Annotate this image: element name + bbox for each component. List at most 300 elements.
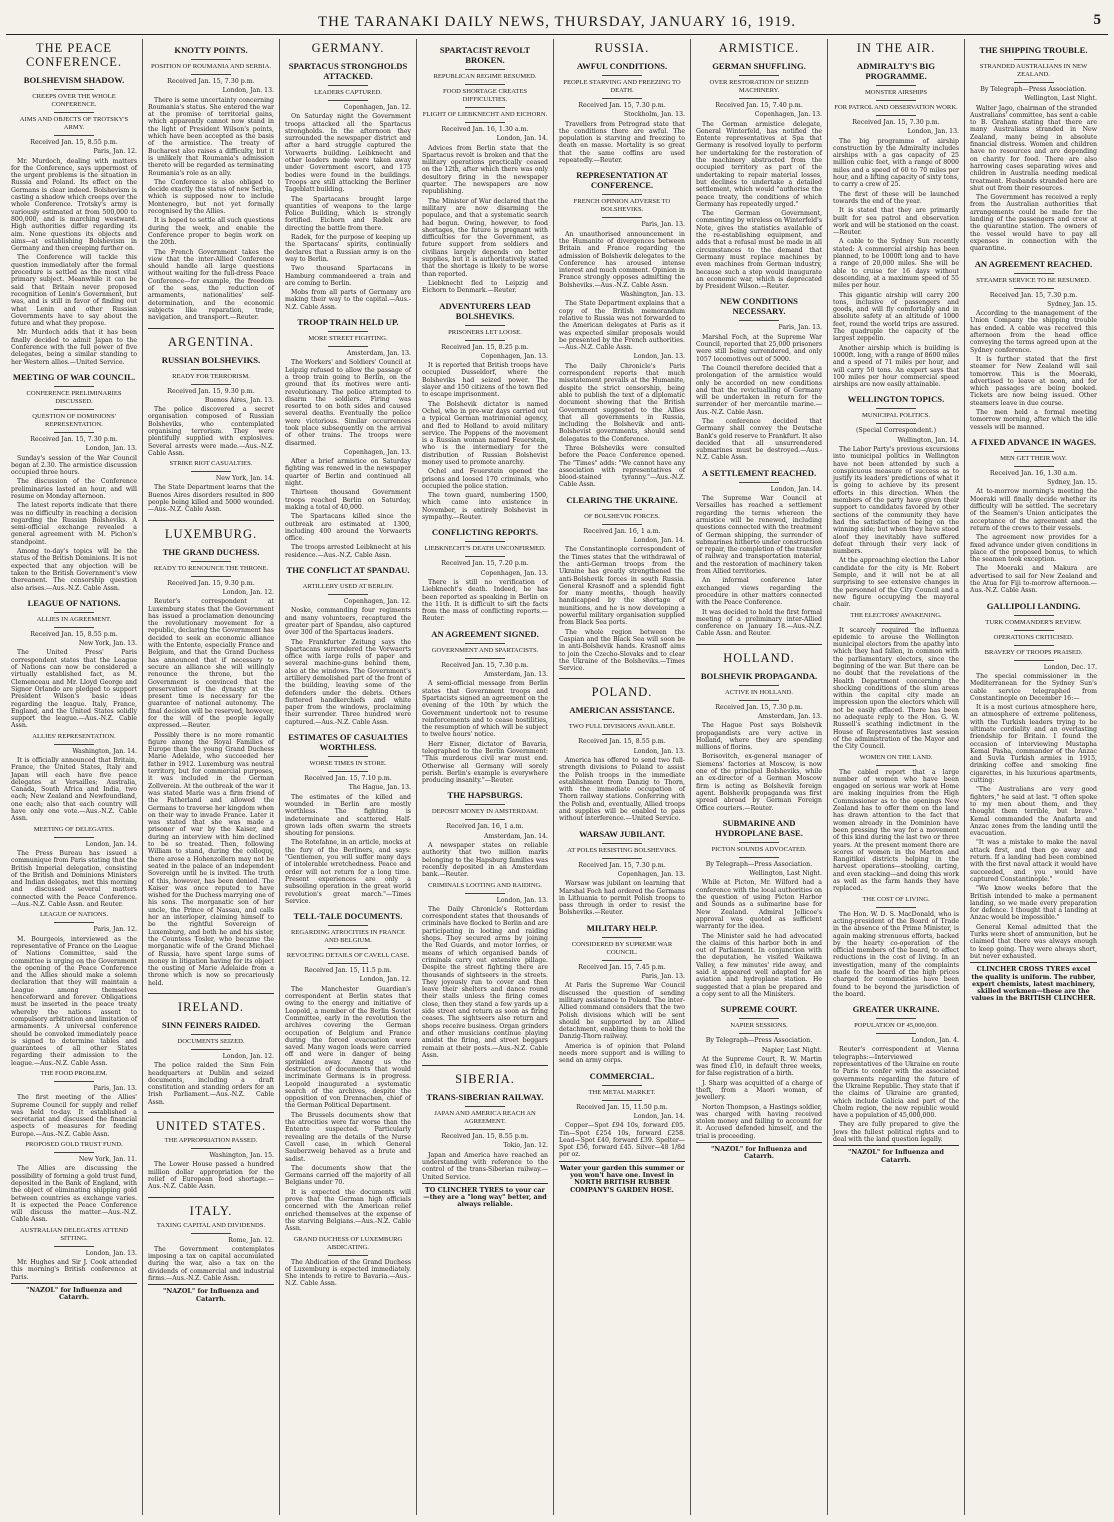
paragraph: Mr. Murdoch, dealing with matters for the Conference, says uppermost of the urgent problems is the situation in Russia and Poland. Its effect on the Germans is clear indeed. Bolshevism is casting a shadow which creeps over the whole Conference. Trotsky's army is variously estimated at from 500,000 to 800,000, and is marching westward. High authorities differ regarding its aim. None questions its objects and aims—at establishing Bolshevism in Germany and then creeping further on. bbox=[11, 157, 137, 253]
paragraph: Mr. Hughes and Sir J. Cook attended this morning's British conference at Paris. bbox=[11, 1259, 137, 1281]
dateline: London, Jan. 14. bbox=[633, 537, 685, 545]
deck: STRIKE RIOT CASUALTIES. bbox=[169, 460, 253, 468]
received-line: Received Jan. 15, 7.30 p.m. bbox=[578, 861, 666, 869]
rule bbox=[465, 804, 505, 805]
dateline: Copenhagen, Jan. 12. bbox=[343, 104, 411, 111]
headline: HOLLAND. bbox=[723, 650, 795, 665]
rule bbox=[54, 837, 94, 838]
deck: READY FOR TERRORISM. bbox=[172, 372, 250, 380]
subheadline: AMERICAN ASSISTANCE. bbox=[569, 705, 675, 716]
dateline: Paris, Jan. 13. bbox=[93, 1084, 137, 1092]
deck: DEPOSIT MONEY IN AMSTERDAM. bbox=[431, 808, 539, 816]
dateline: London, Dec. 17. bbox=[1043, 663, 1097, 671]
received-line: (Special Correspondent.) bbox=[855, 427, 937, 435]
deck: QUESTION OF DOMINIONS' REPRESENTATION. bbox=[32, 412, 116, 428]
rule bbox=[465, 819, 505, 820]
rule bbox=[465, 658, 505, 659]
paragraph: Liebknecht fled to Leipzig and Eichorn to Denmark.—Reuter. bbox=[422, 279, 548, 295]
rule bbox=[465, 325, 505, 326]
rule bbox=[1014, 82, 1054, 83]
deck: FOOD SHORTAGE CREATES DIFFICULTIES. bbox=[442, 88, 528, 103]
rule bbox=[1014, 273, 1054, 274]
dateline: Copenhagen, Jan. 13. bbox=[480, 352, 548, 360]
deck: POSITION OF ROUMANIA AND SERBIA. bbox=[151, 63, 271, 70]
paragraph: It is stated that they are primarily built for sea patrol and observation work and will be stationed on the coast.—Reuter. bbox=[833, 207, 959, 237]
paragraph: On Saturday night the Government troops attacked all the Spartacus strongholds. In the afternoon they surrounded the newspaper district and after a hard struggle captured the Vorwaerts building. Leibknecht and other leaders made were taken away under Government escort, and 175 bodies were found in the buildings. Troops are still attacking the Berliner Tageblatt building. bbox=[285, 113, 411, 194]
rule bbox=[876, 907, 916, 908]
paragraph: The Government contemplates imposing a tax on capital accumulated during the war, also a tax on the dividends of commercial and industrial firms.—Aus.-N.Z. Cable Assn. bbox=[148, 1245, 274, 1283]
subheadline: TROOP TRAIN HELD UP. bbox=[297, 317, 399, 328]
rule bbox=[739, 1018, 779, 1019]
rule bbox=[739, 98, 779, 99]
paragraph: The documents show that the Germans carried off the majority of all Belgians under 70. bbox=[285, 1164, 411, 1187]
received-line: Received Jan. 15, 7.45 p.m. bbox=[578, 963, 666, 971]
paragraph: The big programme of airship construction by the Admiralty includes airships with a gas capacity of 25 million cubic feet, with a range of 8000 miles and a speed of 60 to 70 miles per hour, and a lifting capacity of sixty tons, to carry a crew of 25. bbox=[833, 137, 959, 189]
received-line: Received Jan. 16, 1 a.m. bbox=[583, 527, 661, 535]
paragraph: The State Department learns that the Buenos Aires disorders resulted in 800 people being killed and 5000 wounded.—Aus.-N.Z. Cable Assn. bbox=[148, 484, 274, 514]
paragraph: Advices from Berlin state that the Spartacus revolt is broken and that the military operations practically ceased on the 12th, after which there was only desultory firing in the newspaper quarter. The newspapers are now republishing. bbox=[422, 144, 548, 196]
rule bbox=[328, 756, 368, 757]
rule bbox=[739, 842, 779, 843]
rule bbox=[465, 893, 505, 894]
paragraph: The French Government takes the view that the inter-Allied Conference should handle all large questions without waiting for the full-dress Peace Conference—for example, the freedom of the seas, the reduction of armaments, nationalities' self-determination, and the economic subjects like reparation, trade, navigation, and transport.—Reuter. bbox=[148, 248, 274, 322]
received-line: Received Jan. 15, 9.30 p.m. bbox=[167, 387, 255, 395]
paragraph: The Council therefore decided that a prolongation of the armistice would only be accorded on new conditions and that the revictualling of Germany will be undertaken in return for the surrender of her mercantile marine.—Aus.-N.Z. Cable Assn. bbox=[696, 364, 822, 416]
deck: AUSTRALIAN DELEGATES ATTEND SITTING. bbox=[19, 1226, 129, 1242]
subheadline: AN AGREEMENT SIGNED. bbox=[431, 628, 539, 639]
rule bbox=[1014, 466, 1054, 467]
paragraph: While at Picton, Mr. Wilford had a conference with the local authorities on the question of using Picton Harbor and Sounds as a submarine base for New Zealand. Admiral Jellicoe's approval was quoted as sufficient warranty for the idea. bbox=[696, 879, 822, 931]
received-line: Received Jan. 15, 11.50 p.m. bbox=[576, 1103, 668, 1111]
deck: WOMEN ON THE LAND. bbox=[859, 753, 933, 761]
deck: FLIGHT OF LIEBKNECHT AND EICHORN. bbox=[422, 111, 548, 118]
rule bbox=[602, 1085, 642, 1086]
dateline: London, Jan. 12. bbox=[359, 976, 411, 984]
paragraph: Copper—Spot £94 10s, forward £95. Tin—Spot £254 10s, forward £258. Lead—Spot £40, forward £39. Spelter—Spot £56, forward £45. Silver—48 1/8d per oz. bbox=[559, 1122, 685, 1159]
advert-line: "NAZOL" for Influenza and Catarrh. bbox=[11, 1283, 137, 1302]
paragraph: The Hague Post says Bolshevik propagandists are very active in Holland, where they are spending millions of florins. bbox=[696, 722, 822, 752]
paragraph: Marshal Foch, at the Supreme War Council, reported that 25,000 prisoners were still being surrendered, and only 1057 locomotives out of 5000. bbox=[696, 333, 822, 363]
received-line: By Telegraph—Press Association. bbox=[705, 860, 813, 868]
received-line: Received Jan. 15, 7.30 p.m. bbox=[578, 102, 666, 109]
rule bbox=[1014, 630, 1054, 631]
deck: OVER RESTORATION OF SEIZED MACHINERY. bbox=[709, 79, 809, 94]
dateline: London, Jan. 13. bbox=[633, 353, 685, 361]
subheadline: CONFLICTING REPORTS. bbox=[431, 527, 539, 538]
rule bbox=[54, 89, 94, 90]
headline: THE PEACE CONFERENCE. bbox=[25, 41, 123, 69]
dateline: Paris, Jan. 13. bbox=[778, 324, 822, 332]
deck: PROPOSED GOLD TRUST FUND. bbox=[25, 1141, 123, 1149]
paragraph: According to the management of the Union Company the shipping trouble has ended. A cable was received this afternoon from the head office conveying the terms agreed upon at the Sydney conference. bbox=[970, 310, 1097, 354]
deck: CONFERENCE PRELIMINARIES DISCUSSED. bbox=[26, 389, 122, 405]
column-7 bbox=[828, 39, 965, 1515]
paragraph: The Spartacans killed since the outbreak are estimated at 1300, including 400 around the Vorwaerts office. bbox=[285, 513, 411, 543]
rule bbox=[328, 100, 368, 101]
rule bbox=[54, 432, 94, 433]
paragraph: The police raided the Sinn Fein headquarters at Dublin and seized documents, including a draft constitution and standing orders for an Irish Parliament.—Aus.-N.Z. Cable Assn. bbox=[148, 1062, 274, 1106]
deck: REGARDING ATROCITIES IN FRANCE AND BELGIUM. bbox=[290, 929, 406, 945]
subheadline: THE HAPSBURGS. bbox=[447, 790, 523, 801]
paragraph: The United Press' Paris correspondent states that the League of Nations can now be considered a virtually established fact, as M. Clemenceau and Mr. Lloyd George and Signor Orlando are pledged to support President Wilson's basic ideas regarding the league. Italy, France, England, and the United States solidly support the league.—Aus.-N.Z. Cable Assn. bbox=[11, 649, 137, 730]
headline: ARMISTICE. bbox=[718, 41, 800, 55]
subheadline: A SETTLEMENT REACHED. bbox=[701, 467, 817, 478]
subheadline: BOLSHEVISM SHADOW. bbox=[23, 75, 125, 85]
dateline: The Hague, Jan. 13. bbox=[348, 784, 411, 792]
paragraph: At to-morrow morning's meeting the Moeraki will finally decide whether its difficulty will be settled. The secretary of the Seamen's Union anticipates the acceptance of the agreement and the return of the crews to their vessels. bbox=[970, 488, 1097, 532]
deck: PRISONERS LET LOOSE. bbox=[448, 328, 522, 336]
advert-line: Water your garden this summer or you won't have one. Invest in NORTH BRITISH RUBBER COMPANY'S GARDEN HOSE. bbox=[559, 1161, 685, 1194]
received-line: Received Jan. 15, 8.55 p.m. bbox=[30, 630, 118, 638]
paragraph: An informal conference later exchanged views regarding the procedure in other matters connected with the Peace Conference. bbox=[696, 577, 822, 607]
rule bbox=[328, 594, 368, 595]
subheadline: AN AGREEMENT REACHED. bbox=[974, 258, 1093, 269]
rule bbox=[602, 217, 642, 218]
rule bbox=[191, 74, 231, 75]
paragraph: A cable to the Sydney Sun recently stated: A commercial airship has been planned, to be 1000ft long and to have a range of 20,000 miles. She will be able to cruise for 16 days without descending, at a maximum speed of 55 miles per hour. bbox=[833, 238, 959, 290]
paragraph: It scarcely required the influenza epidemic to arouse the Wellington municipal electors from the apathy into which they had fallen, in common with the parliamentary electors, since the beginning of the war. But there can be no doubt that the revelations of the Health Department concerning the shocking conditions of the slum areas within the capital city made an impression upon the electors which will not be easily effaced. There has been no adequate reply to the Hon. G. W. Russell's scathing indictment in the House of Representatives last session of the administration of the Mayor and the City Council. bbox=[833, 626, 959, 751]
dateline: Tokio, Jan. 12. bbox=[503, 1142, 548, 1150]
deck: STEAMER SERVICE TO BE RESUMED. bbox=[976, 276, 1091, 284]
deck: LEADERS CAPTURED. bbox=[314, 89, 382, 96]
advert-line: "NAZOL" for Influenza and Catarrh. bbox=[148, 1284, 274, 1303]
deck: GOVERNMENT AND SPARTACISTS. bbox=[431, 646, 539, 654]
paragraph: The Press Bureau has issued a communique from Paris stating that the British Imperial delegation, consisting of the British and Dominions Ministers and Indian delegates, met this morning and discussed several matters connected with the Peace Conference.—Aus.-N.Z. Cable Assn. and Reuter. bbox=[11, 849, 137, 909]
dateline: Copenhagen, Jan. 13. bbox=[480, 569, 548, 577]
dateline: Copenhagen, Jan. 13. bbox=[343, 448, 411, 456]
subheadline: WARSAW JUBILANT. bbox=[579, 828, 665, 839]
rule bbox=[1014, 645, 1054, 646]
deck: CREEPS OVER THE WHOLE CONFERENCE. bbox=[32, 93, 116, 108]
deck: THE METAL MARKET. bbox=[588, 1088, 656, 1096]
advert-line: "NAZOL" for Influenza and Catarrh. bbox=[833, 1145, 959, 1164]
paragraph: Three Bolsheviks were consulted before the Peace Conference opened. The "Times" adds: "We cannot have any association with representatives of blood-stained tyranny."—Aus.-N.Z. Cable Assn. bbox=[559, 444, 685, 489]
paragraph: Ochel and Feuerstein opened the prisons and loosed 170 criminals, who occupied the police station. bbox=[422, 468, 548, 490]
subheadline: GALLIPOLI LANDING. bbox=[986, 600, 1081, 611]
paragraph: It was decided to hold the first formal meeting of a preliminary inter-Allied conference on January 18.—Aus.-N.Z. Cable Assn. and Reuter. bbox=[696, 608, 822, 638]
deck: ALLIES' REPRESENTATION. bbox=[32, 732, 116, 740]
rule bbox=[876, 765, 916, 766]
subheadline: RUSSIAN BOLSHEVIKS. bbox=[161, 354, 261, 365]
dateline: Paris, Jan. 13. bbox=[641, 221, 685, 229]
dateline: Napier, Last Night. bbox=[761, 1046, 822, 1054]
rule bbox=[54, 1246, 94, 1247]
paragraph: It is hoped to settle all such questions during the week, and enable the Conference proper to begin work on the 20th. bbox=[148, 217, 274, 247]
rule bbox=[328, 85, 368, 86]
paragraph: Travellers from Petrograd state that the conditions there are awful. The population is starving and freezing to death en masse. Mortality is so great that the same coffins are used repeatedly.—Reuter. bbox=[559, 120, 685, 165]
rule bbox=[465, 107, 505, 108]
paragraph: The Conference will tackle this question immediately after the formal procedure is settled as the most vital primary subject. Meanwhile it can be said that Britain never proposed recognition of Lenin's Government, but was, and is still in favor of finding out what Lenin and other Russian Governments have to say about the future and what they propose. bbox=[11, 254, 137, 328]
rule bbox=[54, 386, 94, 387]
rule bbox=[54, 1081, 94, 1082]
deck: STRANDED AUSTRALIANS IN NEW ZEALAND. bbox=[979, 63, 1088, 78]
rule bbox=[1014, 59, 1054, 60]
paragraph: "The Australians are very good fighters," he said at last. "I often spoke to my men about them, and they thought them terrible, but brave." Kemal commanded the Anafarta and Anzac zones from the landing until the evacuation. bbox=[970, 786, 1097, 838]
deck: MUNICIPAL POLITICS. bbox=[861, 412, 931, 420]
paragraph: At the approaching election the Labor candidate for the city is Mr. Robert Semple, and it will not be at all surprising to see extensive changes in the personnel of the City Council and a new figure occupying the mayoral chair. bbox=[833, 557, 959, 609]
received-line: Received Jan. 16, 1.30 a.m. bbox=[441, 126, 529, 133]
dateline: Washington, Jan. 15. bbox=[209, 1152, 274, 1160]
subheadline: ADVENTURERS LEAD BOLSHEVIKS. bbox=[439, 300, 531, 321]
rule bbox=[876, 100, 916, 101]
rule bbox=[876, 623, 916, 624]
headline: IN THE AIR. bbox=[856, 41, 936, 55]
paragraph: The German Government, commenting by wireless on Winterfeld's Note, gives the statistics available of the re-establishing equipment, and adds that a refusal must be made in all circumstances to the demand that Germany must replace machines by even machines from German industry, because such a step would inaugurate an economic war, which is deprecated by President Wilson.—Reuter. bbox=[696, 210, 822, 291]
paragraph: At the Supreme Court, R. W. Martin was fined £10, in default three weeks, for false registration of a birth. bbox=[696, 1055, 822, 1078]
paragraph: Mr. Murdoch adds that it has been finally decided to admit Japan to the Conference with the full power of five delegates, being a similar standing to her Western allies.—United Service. bbox=[11, 329, 137, 366]
subheadline: TELL-TALE DOCUMENTS. bbox=[293, 911, 403, 922]
deck: THE ELECTORS' AWAKENING. bbox=[850, 611, 942, 619]
advert-line: "NAZOL" for Influenza and Catarrh. bbox=[696, 1142, 822, 1161]
rule bbox=[602, 734, 642, 735]
deck: BRAVERY OF TROOPS PRAISED. bbox=[984, 648, 1083, 656]
deck: WORSE TIMES IN STORE. bbox=[309, 760, 387, 768]
headline: ARGENTINA. bbox=[167, 334, 255, 349]
dateline: Copenhagen, Jan. 13. bbox=[617, 870, 685, 878]
paragraph: The Supreme War Council at Versailles has reached a settlement regarding the terms whereon the armistice will be renewed, including questions connected with the treatment of German shipping, the surrender of submarines hitherto under construction or repair, the completion of the transfer of railway and transportation material, and the restoration of machinery taken from Allied territories. bbox=[696, 495, 822, 576]
rule bbox=[328, 925, 368, 926]
columns-container bbox=[6, 39, 1108, 1515]
dateline: Amsterdam, Jan. 13. bbox=[484, 671, 548, 679]
paragraph: This gigantic airship will carry 200 tons, inclusive of passengers and goods, and will fly comfortably and in absolute safety at an altitude of 1000 feet, round the world trips are assured. The quadruple the capacity of the largest zeppelin. bbox=[833, 291, 959, 343]
section-divider bbox=[148, 520, 274, 521]
deck: REPUBLICAN REGIME RESUMED. bbox=[433, 73, 537, 80]
paragraph: "It was a mistake to make the naval attack first, and then go away and return. If a landing had been combined with the first naval attack it would have succeeded, and you would have captured Constantinople." bbox=[970, 839, 1097, 883]
rule bbox=[876, 115, 916, 116]
dateline: Copenhagen, Jan. 12. bbox=[343, 598, 411, 606]
paragraph: The estimates of the killed and wounded in Berlin are mostly worthless. The fighting is indeterminate and scattered. Half-grown lads often swarm the streets shouting for pensions. bbox=[285, 793, 411, 838]
paragraph: The Workers' and Soldiers' Council at Leipzig refused to allow the passage of a troop train going to Berlin, on the ground that its motives were anti-revolutionary. The police attempted to disarm the soldiers. Firing was resorted to on both sides and caused several deaths. Eventually the police were victorious. Similar occurrences took place subsequently on the arrival of other trains. The troops were disarmed. bbox=[285, 359, 411, 447]
advert-line: CLINCHER CROSS TYRES excel the quality is uniform. The rubber, expert chemists, latest machinery, skilled workmen—these are the values in the BRITISH CLINCHER. bbox=[970, 962, 1097, 1002]
deck: OF BOLSHEVIK FORCES. bbox=[584, 512, 660, 520]
deck: NAPIER SESSIONS. bbox=[730, 1022, 788, 1030]
paragraph: The Bolshevik dictator is named Ochel, who in pre-war days carried out a typical German matrimonial agency, and fled to Holland to avoid military service. The Poppens of the movement is a Russian woman named Feuerstein, who is the intermediary for the distribution of Russian Bolshevist money used to promote anarchy. bbox=[422, 400, 548, 466]
paragraph: The German armistice delegate, General Winterfeld, has notified the Entente representatives at Spa that Germany is resolved loyally to perform her undertaking for the restoration of the machinery abstracted from the occupied territory as part of the undertaking to repair material losses, but declines to undertake a detailed settlement, which would "authorise the peace treaty, the conditions of which Germany has repeatedly urged." bbox=[696, 120, 822, 208]
paragraph: The Conference is also obliged to decide exactly the status of new Serbia, which is supposed now to include Montenegro, but not yet formally recognised by the Allies. bbox=[148, 178, 274, 216]
section-divider bbox=[422, 1065, 548, 1066]
deck: ACTIVE IN HOLLAND. bbox=[725, 688, 793, 696]
paragraph: The Labor Party's previous excursions into municipal politics in Wellington have not been attended by such a conspicuous measure of success as to justify its leaders' predictions of what it is going to achieve by its present efforts in this direction. When the members of the party have given their support to candidates favored by other sections of the community they have had the satisfaction of being on the winning side; but when they have stood aloof they inevitably have suffered defeat through their very lack of numbers. bbox=[833, 445, 960, 556]
paragraph: The Moeraki and Makura are advertised to sail for New Zealand and the Atua for Fiji to-morrow afternoon.—Aus.-N.Z. Cable Assn. bbox=[970, 565, 1097, 595]
subheadline: GERMAN SHUFFLING. bbox=[712, 61, 806, 71]
paragraph: General Kemal admitted that the Turks were short of ammunition, but he claimed that there was always enough to keep going. They were always short, but never exhausted. bbox=[970, 923, 1097, 960]
rule bbox=[191, 561, 231, 562]
rule bbox=[191, 576, 231, 577]
rule bbox=[739, 857, 779, 858]
subheadline: THE SHIPPING TROUBLE. bbox=[979, 45, 1088, 55]
dateline: Wellington, Last Night. bbox=[749, 870, 822, 878]
rule bbox=[876, 423, 916, 424]
deck: POPULATION OF 45,000,000. bbox=[854, 1022, 938, 1030]
paragraph: The Constantinople correspondent of the Times states that the withdrawal of the anti-German troops from the Ukraine has greatly strengthened the anti-Bolshevik forces in south Russia. General Krasnoff and a splendid fight for many months, though heavily handicapped by the shortage of munitions, and he is now developing a powerful military organisation supplied from Black Sea ports. bbox=[559, 546, 685, 627]
paragraph: They are fully prepared to give the Jews the fullest political rights and to deal with the land question legally. bbox=[833, 1121, 959, 1144]
deck: AIMS AND OBJECTS OF TROTSKY'S ARMY. bbox=[19, 116, 129, 131]
paragraph: Japan and America have reached an understanding with reference to the control of the trans-Siberian railway.—United Service. bbox=[422, 1151, 548, 1181]
paragraph: Among to-day's topics will be the status of the British Dominions. It is not expected that any objection will be taken to the British Government's view thereanent. The censorship question also arises.—Aus.-N.Z. Cable Assn. bbox=[11, 548, 137, 592]
paragraph: The Abdication of the Grand Duchess of Luxemburg is expected immediately. She intends to retire to Bavaria.—Aus.-N.Z. Cable Assn. bbox=[285, 1258, 411, 1288]
deck: THE FOOD PROBLEM. bbox=[40, 1069, 108, 1077]
dateline: London, Jan. 14. bbox=[770, 485, 822, 493]
dateline: New York, Jan. 14. bbox=[215, 475, 274, 483]
received-line: Received Jan. 15, 7.10 p.m. bbox=[304, 775, 392, 783]
rule bbox=[602, 858, 642, 859]
subheadline: COMMERCIAL. bbox=[589, 1070, 655, 1081]
deck: PEOPLE STARVING AND FREEZING TO DEATH. bbox=[563, 79, 681, 94]
paragraph: The Minister said he had advocated the claims of this harbor both in and out of Parliament. In conjunction with the deputation, he visited Waikawa Valley, a few minutes' ride away, and said it appeared well adapted for an aviation and hydroplane station. He suggested that a plan be prepared and a copy sent to all the Ministers. bbox=[696, 932, 822, 998]
subheadline: SPARTACUS STRONGHOLDS ATTACKED. bbox=[288, 61, 408, 81]
paragraph: Warsaw was jubilant on learning that Marshal Foch had ordered the Germans in Lithuania to permit Polish troops to pass through in order to resist the Bolsheviks.—Reuter. bbox=[559, 880, 685, 917]
paragraph: The Hon. W. D. S. MacDonald, who is acting-president of the Board of Trade in the absence of the Prime Minister, is again making strenuous efforts, backed by the hearty co-operation of the official members of the board, to effect reductions in the cost of living. In an investigation, many of the complaints made to the board of the high prices charged for commodities have been found to be beyond the jurisdiction of the board. bbox=[833, 910, 959, 998]
paragraph: Noske, commanding four regiments and many volunteers, recaptured the greater part of Spandau, also captured over 300 of the Spartacus leaders. bbox=[285, 607, 411, 637]
subheadline: BOLSHEVIK PROPAGANDA. bbox=[700, 670, 818, 681]
dateline: London, Jan. 13. bbox=[633, 747, 685, 755]
deck: MONSTER AIRSHIPS bbox=[864, 89, 928, 96]
section-divider bbox=[148, 1112, 274, 1113]
rule bbox=[191, 1034, 231, 1035]
paragraph: The latest reports indicate that there was no difficulty in reaching a decision regarding the Russian Bolsheviks. A semi-official exchange revealed a general agreement with M. Pichon's standpoint. bbox=[11, 502, 137, 546]
paragraph: The Rotefahne, in an article, mocks at the fury of the Berliners, and says: "Gentlemen, you will suffer many days of intolerable wretchedness. Peace and order will not return for a long time. Present experiences are only a subsoiling operation in the great world revolution's great march."—Times Service. bbox=[285, 839, 411, 905]
rule bbox=[54, 135, 94, 136]
dateline: London, Jan. 13. bbox=[222, 87, 274, 95]
received-line: Received Jan. 15, 7.30 p.m. bbox=[852, 119, 940, 126]
subheadline: SUBMARINE AND HYDROPLANE BASE. bbox=[715, 817, 803, 838]
deck: PICTON SOUNDS ADVOCATED. bbox=[711, 845, 807, 853]
deck: REVOLTING DETAILS OF CAVELL CASE. bbox=[286, 952, 410, 960]
rule bbox=[602, 98, 642, 99]
deck: JAPAN AND AMERICA REACH AN AGREEMENT. bbox=[434, 1110, 536, 1126]
paragraph: J. Sharp was acquitted of a charge of theft, from a Maori woman, of jewellery. bbox=[696, 1079, 822, 1102]
section-divider bbox=[696, 644, 822, 645]
dateline: London, Jan. 13. bbox=[85, 1249, 137, 1257]
column-4 bbox=[417, 39, 554, 1515]
subheadline: ADMIRALTY'S BIG PROGRAMME. bbox=[856, 61, 936, 81]
paragraph: The Brussels documents show that the atrocities were far worse than the Entente suspected. Particularly revealing are the details of the Nurse Cavell case, in which General Sauberzweig behaved as a brute and sadist. bbox=[285, 1111, 411, 1163]
paragraph: It is further stated that the first steamer for New Zealand will sail tomorrow. This is the Moeraki, advertised to leave at noon, and for which passages are being booked. Tickets are now being issued. Other steamers leave in due course. bbox=[970, 355, 1097, 407]
rule bbox=[54, 409, 94, 410]
dateline: Amsterdam, Jan. 13. bbox=[347, 350, 411, 358]
dateline: Rome, Jan. 12. bbox=[228, 1236, 274, 1244]
rule bbox=[465, 541, 505, 542]
advert-line: TO CLINCHER TYRES to your car—they are a "long way" better, and always reliable. bbox=[422, 1183, 548, 1209]
dateline: New York, Jan. 13. bbox=[78, 640, 137, 648]
paragraph: The special commissioner in the Mediterranean for the Sydney Sun's cable service telegraphed from Constantinople on December 16:— bbox=[970, 672, 1097, 702]
deck: TURK COMMANDER'S REVIEW. bbox=[985, 618, 1082, 626]
rule bbox=[602, 937, 642, 938]
rule bbox=[465, 340, 505, 341]
headline: LUXEMBURG. bbox=[164, 526, 258, 541]
headline: ITALY. bbox=[189, 1203, 233, 1218]
received-line: Received Jan. 15, 7.20 p.m. bbox=[441, 560, 529, 568]
dateline: London, Jan. 14. bbox=[633, 1112, 685, 1120]
deck: ALLIES IN AGREEMENT. bbox=[36, 615, 112, 623]
paragraph: An unauthorised announcement in the Humanite of divergences between Britain and France regarding the admission of Bolshevik delegates to the Conference has aroused intense interest and much comment. Opinion in France strongly opposes admitting the Bolsheviks.—Aus.-N.Z. Cable Assn. bbox=[559, 230, 685, 289]
received-line: Received Jan. 15, 8.25 p.m. bbox=[441, 343, 529, 351]
received-line: Received Jan. 15, 7.30 p.m. bbox=[30, 435, 118, 443]
rule bbox=[54, 744, 94, 745]
received-line: Received Jan. 15, 7.30 p.m. bbox=[167, 78, 255, 85]
paragraph: After a brief armistice on Saturday fighting was renewed in the newspaper quarter of Berlin and continued all night. bbox=[285, 458, 411, 488]
received-line: Received Jan. 16, 1.30 a.m. bbox=[989, 469, 1078, 477]
rule bbox=[602, 75, 642, 76]
received-line: By Telegraph—Press Association. bbox=[705, 1037, 813, 1045]
paragraph: The Minister of War declared that the military are now disarming the populace, and that a systematic search had begun. Owing, however, to food shortages, the future is pregnant with difficulties for the Government, as future support from soldiers and civilians largely depends on better supplies, but it is authoritatively stated that the shortage is likely to be worse than reported. bbox=[422, 197, 548, 278]
rule bbox=[876, 408, 916, 409]
paragraph: The Manchester Guardian's correspondent at Berlin states that owing to the energy and initiative of Leopold, a member of the Berlin Soviet Committee, early in the revolution the archives covering the German occupation of Belgium and France during the forced evacuation were saved. Many wagon loads were carried off and were in danger of being sprinkled away. Among us the destruction of documents that would incriminate Germans is in progress. Leopold inaugurated a systematic search of the archives, despite the opposition of von Drennachen, chief of the German Political Department. bbox=[285, 985, 411, 1110]
rule bbox=[191, 384, 231, 385]
rule bbox=[602, 843, 642, 844]
dateline: Sydney, Jan. 15. bbox=[1047, 479, 1097, 487]
section-divider bbox=[148, 993, 274, 994]
deck: ARTILLERY USED AT BERLIN. bbox=[302, 583, 394, 591]
paragraph: Mobs from all parts of Germany are making their way to the capital.—Aus.-N.Z. Cable Assn. bbox=[285, 289, 411, 311]
rule bbox=[739, 482, 779, 483]
section-divider bbox=[559, 678, 685, 679]
rule bbox=[191, 471, 231, 472]
masthead-title: THE TARANAKI DAILY NEWS, THURSDAY, JANUARY 16, 1919. bbox=[317, 13, 797, 30]
dateline: London, Jan. 13. bbox=[496, 896, 548, 904]
subheadline: WELLINGTON TOPICS. bbox=[847, 394, 945, 405]
rule bbox=[602, 719, 642, 720]
paragraph: Norton Thompson, a Hastings soldier, was charged with having received stolen money and failing to account for it. Accused defended himself, and the trial is proceeding. bbox=[696, 1103, 822, 1140]
paragraph: Reuter's correspondent at Luxemburg states that the Government has issued a proclamation denouncing the revolutionary movement for a republic, declaring the Government has decided to seek an economic alliance with the Entente, especially France and Belgium, and that the Grand Duchess has announced that if necessary to secure an alliance she will willingly renounce the throne, but the Government is convinced that the preservation of the dynasty at the present time is necessary for the guarantee of national autonomy. The final decision will be reserved, however, for the will of the people legally expressed.—Reuter. bbox=[148, 598, 274, 730]
subheadline: NEW CONDITIONS NECESSARY. bbox=[720, 296, 798, 317]
column-5 bbox=[554, 39, 691, 1515]
paragraph: Another airship which is building is 1000ft. long, with a range of 8600 miles and a speed of 71 miles per hour, and will carry 50 tons. An expert says that 100 miles per hour commercial speed airships are now easily attainable. bbox=[833, 344, 959, 389]
rule bbox=[191, 369, 231, 370]
column-1 bbox=[6, 39, 143, 1515]
subheadline: TRANS-SIBERIAN RAILWAY. bbox=[426, 1092, 544, 1103]
dateline: Washington, Jan. 13. bbox=[620, 291, 685, 299]
paragraph: The agreement now provides for a fixed advance under given conditions in place of the proposed bonus, to which the seamen took exception. bbox=[970, 534, 1097, 564]
paragraph: The cabled report that a large number of women who have been engaged on serious war work at Home are making inquiries from the High Commissioner as to the openings New Zealand has to offer them on the land has drawn attention to the fact that women already in the Dominion have been pressing the way for a movement of this kind during the last two or three years. At the present moment there are scores of women in the Marton and Rangitikei districts helping in the harvest operations—stooking, carting, and even stacking—and doing this work as well as the farm hands they have replaced. bbox=[833, 768, 959, 893]
paragraph: The Government has received a reply from the Australian authorities that arrangements could be made for the landing of the passengers and crew at the quarantine station. The owners of the vessel would have to pay all expenses in connection with the quarantine. bbox=[970, 194, 1097, 253]
rule bbox=[54, 112, 94, 113]
paragraph: Reuter's correspondent at Vienna telegraphs:—Interviewed representatives of the Ukraine en route to Paris to confer with the associated governments regarding the future of the Ukraine Republic. They state that if the claims of Ukraine are granted, which include Galicia and part of the Cholm region, the new republic would have a population of 45,000,000. bbox=[833, 1046, 959, 1120]
headline: SIBERIA. bbox=[455, 1072, 515, 1087]
paragraph: The troops arrested Leibknecht at his residence.—Aus.-N.Z. Cable Assn. bbox=[285, 544, 411, 559]
received-line: By Telegraph—Press Association. bbox=[980, 86, 1087, 93]
rule bbox=[602, 524, 642, 525]
paragraph: The Daily Chronicle's Paris correspondent reports that much misstatement prevails at the Humanite, despite the strict censorship, being able to publish the text of a diplomatic document showing that the British Government suggested to the Allies that all governments in Russia, including the Bolshevik and anti-Bolshevist governments, should send delegates to the Conference. bbox=[559, 362, 685, 443]
rule bbox=[465, 84, 505, 85]
deck: MEETING OF DELEGATES. bbox=[33, 825, 115, 833]
subheadline: MEETING OF WAR COUNCIL. bbox=[12, 371, 136, 382]
paragraph: "We know weeks before that the British intended to make a permanent landing, so we made every preparation for defence. I thought that a landing at Anzac would be impossible." bbox=[970, 885, 1097, 922]
deck: CONSIDERED BY SUPREME WAR COUNCIL. bbox=[571, 940, 673, 956]
rule bbox=[602, 509, 642, 510]
rule bbox=[328, 1255, 368, 1256]
rule bbox=[328, 331, 368, 332]
received-line: Received Jan. 15, 7.40 p.m. bbox=[715, 102, 803, 109]
deck: THE APPROPRIATION PASSED. bbox=[164, 1137, 258, 1145]
rule bbox=[739, 75, 779, 76]
paragraph: Herr Eisner, dictator of Bavaria, telegraphed to the Berlin Government: "This murderous civil war must end. Otherwise all Germany will sorely perish. Berlin's example is everywhere producing insanity."—Reuter. bbox=[422, 740, 548, 785]
deck: FOR PATROL AND OBSERVATION WORK. bbox=[834, 104, 958, 111]
subheadline: KNOTTY POINTS. bbox=[174, 45, 248, 55]
deck: LIEBKNECHT'S DEATH UNCONFIRMED. bbox=[424, 545, 546, 553]
rule bbox=[602, 1100, 642, 1101]
deck: READY TO RENOUNCE THE THRONE. bbox=[153, 564, 269, 572]
paragraph: The men held a formal meeting tomorrow morning, after which the idle vessels will be manned. bbox=[970, 408, 1097, 431]
headline: GERMANY. bbox=[311, 41, 385, 55]
dateline: London, Jan. 12. bbox=[222, 588, 274, 596]
deck: OPERATIONS CRITICISED. bbox=[993, 633, 1074, 641]
paragraph: The State Department explains that a copy of the British memorandum relative to Russia was not forwarded to the American delegates at Paris as it was expected similar proposals would be presented by the French authorities.—Aus.-N.Z. Cable Assn. bbox=[559, 300, 685, 352]
rule bbox=[739, 700, 779, 701]
paragraph: It is expected the documents will prove that the German high officials concerned with the American relief enriched themselves at the expense of the starving Belgians.—Aus.-N.Z. Cable Assn. bbox=[285, 1188, 411, 1233]
headline: UNITED STATES. bbox=[155, 1119, 267, 1134]
paragraph: There is still no verification of Liebknecht's death. Indeed, he has been reported as speaking in Berlin on the 11th. It is difficult to sift the facts from the mass of conflicting reports.—Reuter. bbox=[422, 578, 548, 623]
